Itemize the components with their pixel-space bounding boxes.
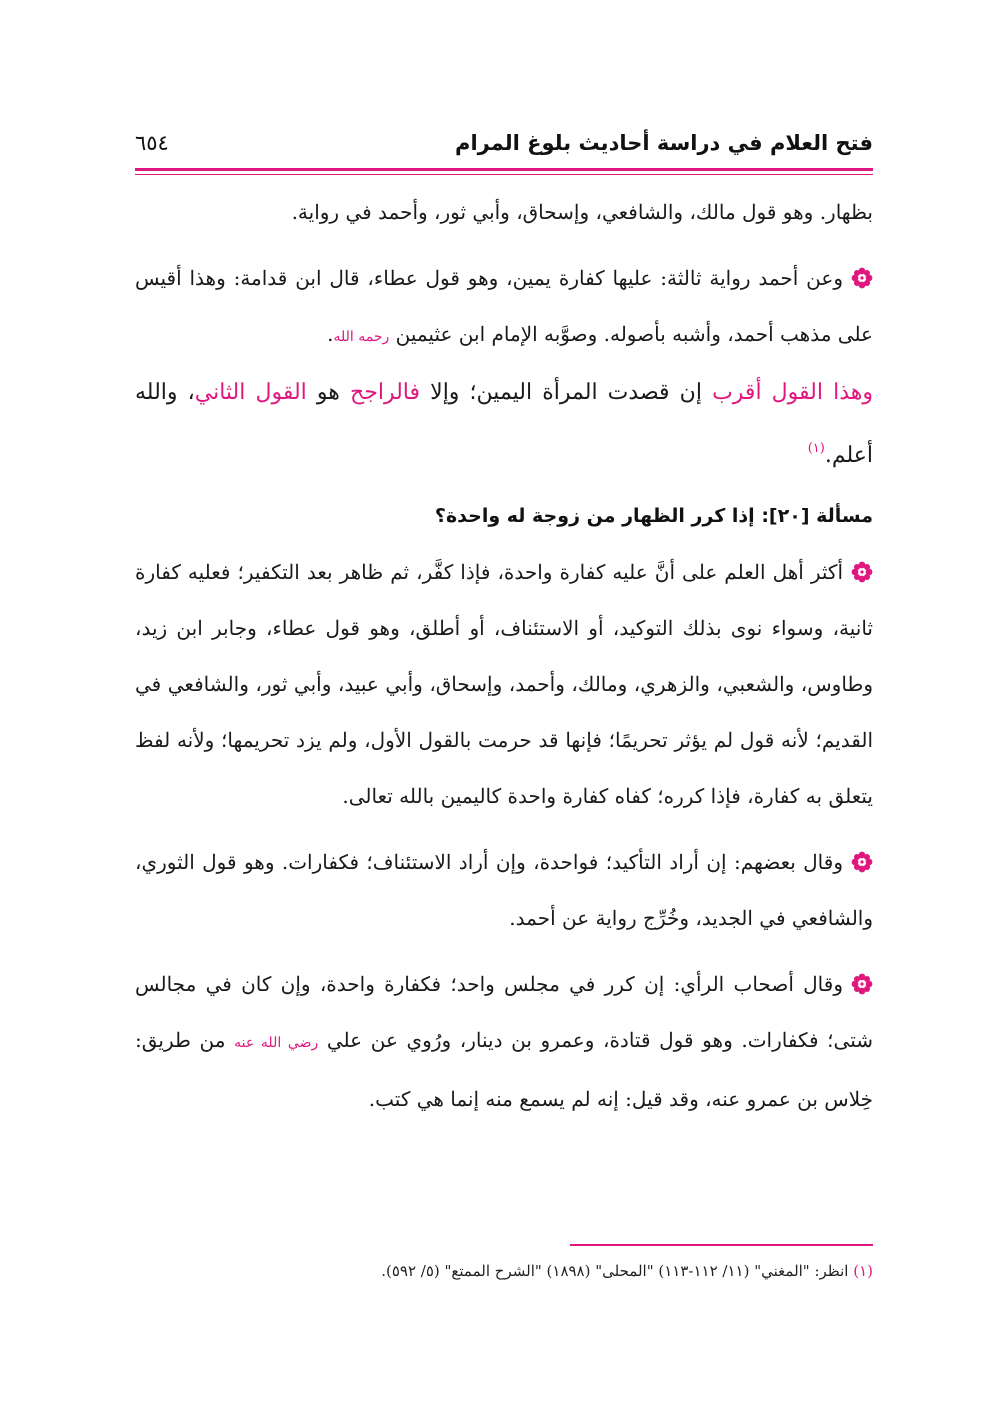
page-header: [135, 125, 873, 165]
paragraph-text: ، والله أعلم.: [135, 380, 873, 468]
page-body: [135, 184, 873, 1137]
footnote: [135, 1262, 873, 1280]
issue-label: مسألة [٢٠]:: [761, 505, 873, 527]
paragraph: [135, 956, 873, 1127]
header-rule-thick: [135, 168, 873, 171]
footnote-reference[interactable]: (١): [807, 441, 825, 456]
flower-ornament-icon: [851, 561, 873, 583]
paragraph-text: إن قصدت المرأة اليمين؛ وإلا: [420, 380, 713, 405]
flower-ornament-icon: [851, 973, 873, 995]
paragraph: [135, 544, 873, 824]
highlight-text: فالراجح: [350, 380, 421, 405]
page-number: ٦٥٤: [135, 131, 169, 155]
paragraph: [135, 250, 873, 365]
highlight-text: القول الثاني: [194, 380, 307, 405]
issue-question: إذا كرر الظهار من زوجة له واحدة؟: [434, 505, 755, 527]
honorific-radiallahu-anhu: رضي الله عنه: [234, 1035, 319, 1051]
paragraph-text: من طريق: خِلاس بن عمرو عنه، وقد قيل: إنه لم يسمع منه إنما هي كتب.: [135, 1028, 873, 1111]
header-rule-thin: [135, 174, 873, 175]
paragraph: [135, 834, 873, 946]
flower-ornament-icon: [851, 267, 873, 289]
issue-heading: [135, 494, 873, 538]
paragraph-text: هو: [306, 380, 351, 405]
footnote-number: (١): [853, 1262, 873, 1280]
paragraph-text: وعن أحمد رواية ثالثة: عليها كفارة يمين، وهو قول عطاء، قال ابن قدامة: وهذا أقيس على مذهب أحمد، وأشبه بأصوله. وصوَّبه الإمام ابن عثيمين: [135, 266, 873, 346]
book-title: فتح العلام في دراسة أحاديث بلوغ المرام: [455, 131, 873, 155]
conclusion-paragraph: [135, 365, 873, 484]
paragraph-text: وقال أصحاب الرأي: إن كرر في مجلس واحد؛ فكفارة واحدة، وإن كان في مجالس شتى؛ فكفارات. وهو قول قتادة، وعمرو بن دينار، ورُوي عن علي: [135, 972, 874, 1052]
honorific-rahimahullah: رحمه الله: [333, 329, 390, 345]
footnote-separator: [570, 1244, 873, 1246]
highlight-text: وهذا القول أقرب: [712, 380, 873, 405]
paragraph-text: أكثر أهل العلم على أنَّ عليه كفارة واحدة، فإذا كفَّر، ثم ظاهر بعد التكفير؛ فعليه كفارة ثانية، وسواء نوى بذلك التوكيد، أو الاستئناف، أو أطلق، وهو قول عطاء، وجابر ابن زيد، وطاوس، والشعبي، والزهري، ومالك، وأحمد، وإسحاق، وأبي عبيد، وأبي ثور، والشافعي في القديم؛ لأنه قول لم يؤثر تحريمًا؛ فإنها قد حرمت بالقول الأول، ولم يزد تحريمها؛ ولأنه لفظ يتعلق به كفارة، فإذا كرره؛ كفاه كفارة واحدة كاليمين بالله تعالى.: [135, 560, 873, 808]
paragraph: [135, 184, 873, 240]
footnote-text: انظر: "المغني" (١١/ ١١٢-١١٣) "المحلى" (١٨٩٨) "الشرح الممتع" (٥/ ٥٩٢).: [381, 1262, 854, 1280]
paragraph-text: بظهار. وهو قول مالك، والشافعي، وإسحاق، وأبي ثور، وأحمد في رواية.: [291, 200, 873, 224]
flower-ornament-icon: [851, 851, 873, 873]
paragraph-text: وقال بعضهم: إن أراد التأكيد؛ فواحدة، وإن أراد الاستئناف؛ فكفارات. وهو قول الثوري، والشافعي في الجديد، وخُرِّج رواية عن أحمد.: [135, 850, 873, 930]
paragraph-end: .: [327, 322, 334, 346]
